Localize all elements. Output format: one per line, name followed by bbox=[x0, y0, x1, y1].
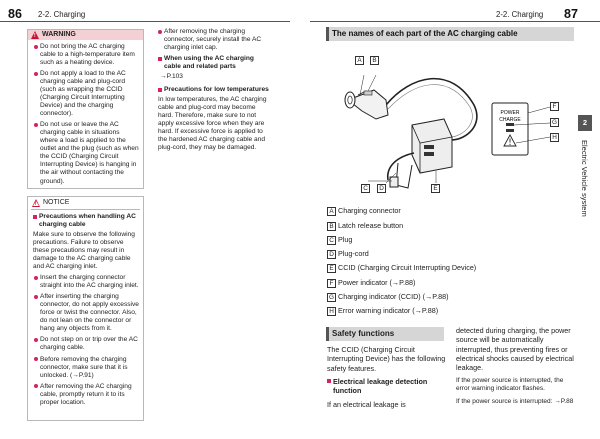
square-bullet-icon bbox=[158, 57, 162, 61]
bullet-icon bbox=[34, 123, 38, 127]
ccid-panel-inset bbox=[492, 103, 550, 155]
caution-icon bbox=[32, 199, 40, 207]
part-row: H Error warning indicator (→P.88) bbox=[327, 307, 438, 316]
notice-intro: Make sure to observe the following precautions. Failure to observe these precautions may result in damage to the AC charging cable and AC charging inlet. bbox=[33, 231, 135, 271]
notice-item: After removing the AC charging cable, promptly return it to its proper location. bbox=[34, 383, 139, 407]
subheading-leakage: Electrical leakage detection function bbox=[327, 377, 447, 396]
ccid-charge-label: CHARGE bbox=[499, 117, 521, 123]
part-row: F Power indicator (→P.88) bbox=[327, 279, 415, 288]
bullet-icon bbox=[158, 30, 162, 34]
ccid-drawing bbox=[412, 119, 452, 173]
notice-heading: Precautions when handling AC charging cable bbox=[33, 213, 139, 229]
warning-list bbox=[28, 40, 143, 186]
part-row: G Charging indicator (CCID) (→P.88) bbox=[329, 292, 449, 302]
safety-body-2: If an electrical leakage is bbox=[327, 400, 406, 409]
callout-c: C bbox=[361, 184, 370, 193]
bullet-icon bbox=[34, 45, 38, 49]
header-rule-right bbox=[310, 21, 600, 22]
part-row: D Plug-cord bbox=[327, 250, 369, 259]
subheading-cable-use: When using the AC charging cable and related parts bbox=[158, 55, 270, 71]
safety-note-1: If the power source is interrupted, the error warning indicator flashes. bbox=[456, 377, 564, 393]
chapter-title-vertical: Electric Vehicle system bbox=[580, 140, 590, 217]
section-title-right: 2-2. Charging bbox=[496, 10, 544, 19]
square-bullet-icon bbox=[33, 215, 37, 219]
callout-a: A bbox=[355, 56, 364, 65]
bullet-icon bbox=[34, 295, 38, 299]
warning-item: Do not apply a load to the AC charging cable and plug-cord (such as wrapping the CCID (Charging Circuit Interrupting Device) and the charging connector). bbox=[34, 70, 139, 118]
charging-cable-illustration bbox=[326, 45, 574, 200]
left-column-2 bbox=[158, 28, 270, 155]
callout-f: F bbox=[550, 102, 559, 111]
warning-item: Do not bring the AC charging cable to a high-temperature item such as a heating device. bbox=[34, 43, 139, 67]
warning-icon bbox=[31, 31, 39, 39]
bullet-icon bbox=[34, 357, 38, 361]
section-title-left: 2-2. Charging bbox=[38, 10, 86, 19]
warning-header bbox=[28, 30, 143, 40]
safety-body: The CCID (Charging Circuit Interrupting Device) has the following safety features. bbox=[327, 345, 446, 373]
page-number-left: 86 bbox=[8, 7, 22, 21]
warning-item-continued: After removing the charging connector, securely install the AC charging inlet cap. bbox=[158, 28, 270, 52]
safety-body-continued: detected during charging, the power source will be automatically interrupted, thus preventing fires or electrical shocks caused by electrical leakage. bbox=[456, 326, 574, 373]
notice-item: After inserting the charging connector, do not apply excessive force or twist the connector. Also, do not lean on the connector or hang any objects from it. bbox=[34, 293, 139, 333]
chapter-tab: 2 bbox=[578, 115, 592, 131]
notice-header bbox=[28, 197, 143, 209]
warning-item: Do not use or leave the AC charging cable in situations where a load is applied to the outlet and the plug (such as when the CCID (Charging Circuit Interrupting Device) is hanging in the air without contacting the ground). bbox=[34, 121, 139, 185]
part-row: A Charging connector bbox=[327, 207, 401, 216]
header-rule-left bbox=[0, 21, 290, 22]
part-row: B Latch release button bbox=[327, 222, 403, 231]
safety-note-2: If the power source is interrupted: →P.88 bbox=[456, 398, 574, 405]
notice-title: NOTICE bbox=[43, 198, 70, 206]
charging-connector-drawing bbox=[345, 90, 388, 119]
warning-title: WARNING bbox=[42, 30, 76, 38]
square-bullet-icon bbox=[327, 379, 331, 383]
callout-e: E bbox=[431, 184, 440, 193]
callout-h: H bbox=[550, 133, 559, 142]
notice-item: Do not step on or trip over the AC charging cable. bbox=[34, 336, 139, 352]
bullet-icon bbox=[34, 338, 38, 342]
bullet-icon bbox=[34, 72, 38, 76]
ccid-power-label: POWER bbox=[500, 110, 520, 116]
callout-g: G bbox=[550, 118, 559, 127]
bullet-icon bbox=[34, 276, 38, 280]
notice-list bbox=[28, 274, 143, 406]
callout-b: B bbox=[370, 56, 379, 65]
callout-d: D bbox=[377, 184, 386, 193]
section-header-parts: The names of each part of the AC charging cable bbox=[326, 27, 574, 41]
page-number-right: 87 bbox=[564, 7, 578, 21]
notice-box bbox=[27, 196, 144, 421]
notice-item: Insert the charging connector straight into the AC charging inlet. bbox=[34, 274, 139, 290]
subheading-low-temp: Precautions for low temperatures bbox=[158, 86, 270, 94]
part-row: E CCID (Charging Circuit Interrupting Device) bbox=[327, 264, 476, 273]
bullet-icon bbox=[34, 384, 38, 388]
low-temp-body: In low temperatures, the AC charging cable and plug-cord may become hard. Therefore, make sure to not apply excessive force when they are hard. If excessive force is applied to the hardened AC charging cable and plug-cord, they may be damaged. bbox=[158, 96, 267, 152]
part-row: C Plug bbox=[327, 236, 352, 245]
reference-link[interactable]: →P.103 bbox=[160, 73, 183, 81]
section-header-safety: Safety functions bbox=[326, 327, 444, 341]
square-bullet-icon bbox=[158, 88, 162, 92]
notice-item: Before removing the charging connector, make sure that it is unlocked. (→P.91) bbox=[34, 356, 139, 380]
warning-box bbox=[27, 29, 144, 189]
